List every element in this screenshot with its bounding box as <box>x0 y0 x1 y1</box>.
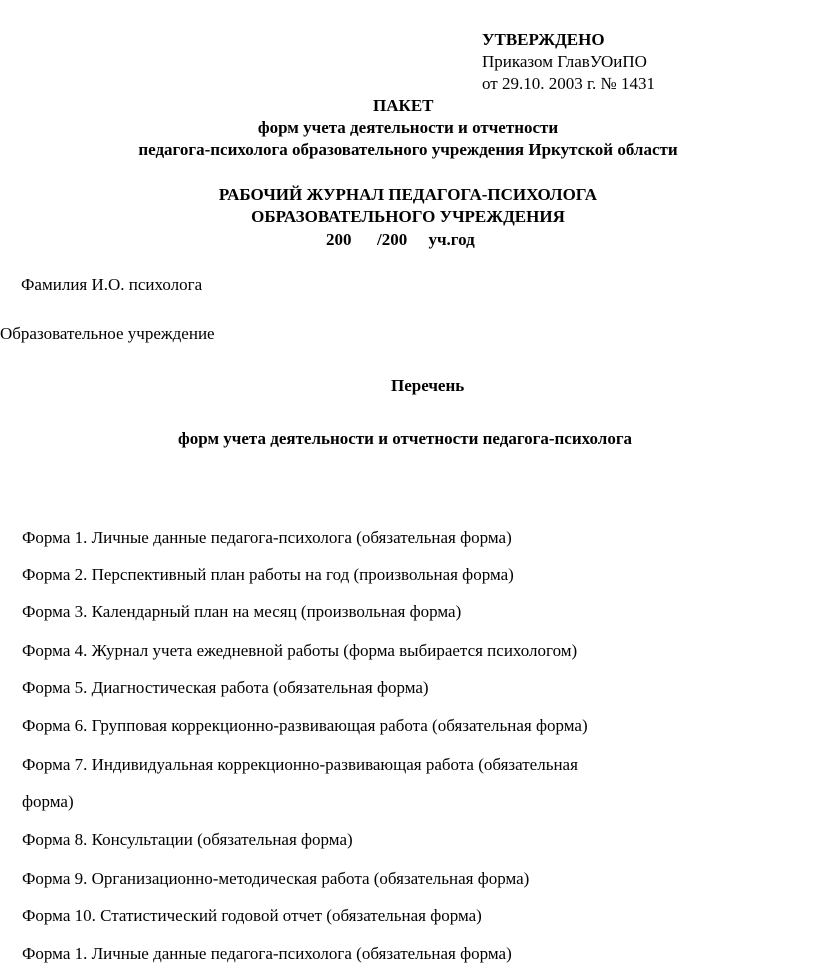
header-forms: форм учета деятельности и отчетности <box>257 118 559 137</box>
list-title: Перечень <box>391 376 465 395</box>
list-item-form-6: Форма 6. Групповая коррекционно-развивающая работа (обязательная форма) <box>22 716 588 735</box>
list-item-form-10: Форма 10. Статистический годовой отчет (обязательная форма) <box>22 906 482 925</box>
institution-field: Образовательное учреждение <box>0 324 215 343</box>
list-item-form-9: Форма 9. Организационно-методическая работа (обязательная форма) <box>22 869 530 888</box>
journal-title: РАБОЧИЙ ЖУРНАЛ ПЕДАГОГА-ПСИХОЛОГА <box>218 185 598 204</box>
approval-order: Приказом ГлавУОиПО <box>482 52 647 71</box>
header-package: ПАКЕТ <box>373 96 434 115</box>
journal-year: 200 /200 уч.год <box>326 230 475 249</box>
list-item-form-2: Форма 2. Перспективный план работы на год (произвольная форма) <box>22 565 514 584</box>
list-subtitle: форм учета деятельности и отчетности педагога-психолога <box>178 429 633 448</box>
journal-subtitle: ОБРАЗОВАТЕЛЬНОГО УЧРЕЖДЕНИЯ <box>251 207 565 226</box>
list-item-form-4: Форма 4. Журнал учета ежедневной работы (форма выбирается психологом) <box>22 641 578 660</box>
list-item-form-5: Форма 5. Диагностическая работа (обязательная форма) <box>22 678 429 697</box>
list-item-form-7: Форма 7. Индивидуальная коррекционно-развивающая работа (обязательная <box>22 755 578 774</box>
list-item-form-1-repeat: Форма 1. Личные данные педагога-психолога (обязательная форма) <box>22 944 512 963</box>
approval-date: от 29.10. 2003 г. № 1431 <box>482 74 655 93</box>
list-item-form-8: Форма 8. Консультации (обязательная форма) <box>22 830 353 849</box>
list-item-form-7-cont: форма) <box>22 792 74 811</box>
list-item-form-3: Форма 3. Календарный план на месяц (произвольная форма) <box>22 602 462 621</box>
approval-title: УТВЕРЖДЕНО <box>482 30 605 49</box>
psychologist-name-field: Фамилия И.О. психолога <box>21 275 203 294</box>
header-institution: педагога-психолога образовательного учреждения Иркутской области <box>138 140 678 159</box>
list-item-form-1: Форма 1. Личные данные педагога-психолога (обязательная форма) <box>22 528 512 547</box>
